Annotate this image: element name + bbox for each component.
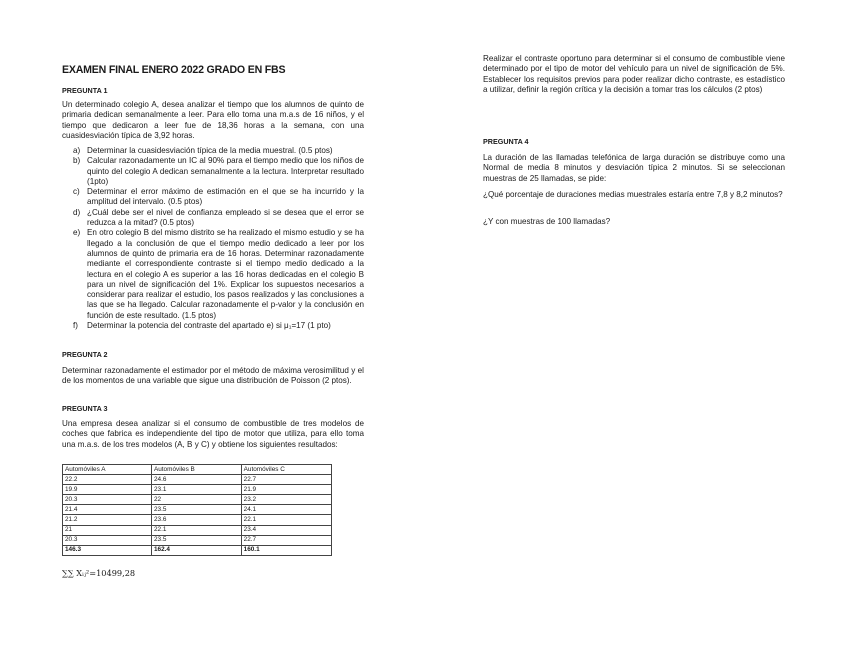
fuel-consumption-table — [62, 464, 332, 556]
table-row — [63, 505, 332, 515]
question-3-text: Una empresa desea analizar si el consumo de combustible de tres modelos de coches que fabrica es independiente del tipo de motor que utiliza, para ello toma una m.a.s. de los tres modelos (A, B y C) y obtiene los siguientes resultados: — [62, 419, 364, 449]
table-header-cell: Automóviles B — [151, 465, 241, 475]
table-cell: 160.1 — [241, 545, 331, 555]
table-header-cell: Automóviles C — [241, 465, 331, 475]
table-cell: 20.3 — [63, 535, 152, 545]
question-4-sub-b: ¿Y con muestras de 100 llamadas? — [483, 217, 611, 226]
table-cell: 19.9 — [63, 485, 152, 495]
table-cell: 23.1 — [151, 485, 241, 495]
table-row — [63, 485, 332, 495]
question-3-heading: PREGUNTA 3 — [62, 404, 108, 413]
table-cell: 21.2 — [63, 515, 152, 525]
sum-of-squares-formula: ∑∑ Xᵢⱼ²=10499,28 — [62, 568, 136, 578]
question-1-item-e: e) En otro colegio B del mismo distrito se ha realizado el mismo estudio y se ha llegado a la conclusión de que el tiempo medio dedicado a leer por los alumnos de quinto de primaria era de 16 horas. Determinar razonadamente mediante el correspondiente contraste si el tiempo medio dedicado a la lectura en el colegio A es superior a las 16 horas dedicadas en el colegio B para un nivel de significación del 1%. Explicar los supuestos necesarios a considerar para realizar el estudio, los pasos realizados y las conclusiones a las que se ha llegado. Calcular razonadamente el p-valor y la conclusión en función de este resultado. (1.5 ptos) — [73, 228, 364, 320]
table-cell: 22.7 — [241, 535, 331, 545]
question-1-items — [62, 146, 364, 331]
table-row — [63, 515, 332, 525]
question-1-intro: Un determinado colegio A, desea analizar el tiempo que los alumnos de quinto de primaria dedican semanalmente a leer. Para ello toma una m.a.s de 16 niños, y el tiempo que dedicaron a leer fue de 18,36 horas a la semana, con una cuasidesviación típica de 3,92 horas. — [62, 100, 364, 140]
table-cell: 23.4 — [241, 525, 331, 535]
question-1-item-c: c) Determinar el error máximo de estimación en el que se ha incurrido y la amplitud del intervalo. (0.5 ptos) — [73, 187, 364, 207]
table-cell: 22.1 — [151, 525, 241, 535]
table-row — [63, 525, 332, 535]
table-cell: 23.5 — [151, 505, 241, 515]
question-3-continuation: Realizar el contraste oportuno para determinar si el consumo de combustible viene determinado por el tipo de motor del vehículo para un nivel de significación de 5%. Establecer los requisitos previos para poder realizar dicho contraste, es estadístico a utilizar, definir la región crítica y la decisión a tomar tras los cálculos (2 ptos) — [483, 54, 785, 94]
question-4-heading: PREGUNTA 4 — [483, 137, 529, 146]
question-1-heading: PREGUNTA 1 — [62, 86, 108, 95]
table-cell: 24.1 — [241, 505, 331, 515]
table-row — [63, 495, 332, 505]
table-cell: 23.2 — [241, 495, 331, 505]
question-2-text: Determinar razonadamente el estimador por el método de máxima verosimilitud y el de los momentos de una variable que sigue una distribución de Poisson (2 ptos). — [62, 366, 364, 386]
table-header-row — [63, 465, 332, 475]
table-cell: 22.1 — [241, 515, 331, 525]
question-4-text: La duración de las llamadas telefónica de larga duración se distribuye como una Normal de media 8 minutos y desviación típica 2 minutos. Si se seleccionan muestras de 25 llamadas, se pide: — [483, 153, 785, 183]
table-cell: 24.6 — [151, 475, 241, 485]
table-cell: 23.5 — [151, 535, 241, 545]
table-cell: 21.9 — [241, 485, 331, 495]
question-1-item-d: d) ¿Cuál debe ser el nivel de confianza empleado si se desea que el error se reduzca a la mitad? (0.5 ptos) — [73, 207, 364, 228]
question-1-item-f: f) Determinar la potencia del contraste del apartado e) si μ₁=17 (1 pto) — [73, 321, 331, 331]
table-cell: 23.6 — [151, 515, 241, 525]
table-cell: 21 — [63, 525, 152, 535]
table-row — [63, 475, 332, 485]
table-cell: 22.2 — [63, 475, 152, 485]
table-totals-row — [63, 545, 332, 555]
table-row — [63, 535, 332, 545]
question-4-sub-a: ¿Qué porcentaje de duraciones medias muestrales estaría entre 7,8 y 8,2 minutos? — [483, 190, 783, 199]
question-2-heading: PREGUNTA 2 — [62, 350, 108, 359]
exam-title: EXAMEN FINAL ENERO 2022 GRADO EN FBS — [62, 64, 286, 76]
table-cell: 162.4 — [151, 545, 241, 555]
table-header-cell: Automóviles A — [63, 465, 152, 475]
table-cell: 22.7 — [241, 475, 331, 485]
table-cell: 22 — [151, 495, 241, 505]
question-1-item-a: a) Determinar la cuasidesviación típica de la media muestral. (0.5 ptos) — [73, 146, 333, 155]
question-1-item-b: b) Calcular razonadamente un IC al 90% para el tiempo medio que los niños de quinto del colegio A dedican semanalmente a la lectura. Interpretar resultado (1pto) — [73, 156, 364, 186]
table-cell: 146.3 — [63, 545, 152, 555]
table-cell: 20.3 — [63, 495, 152, 505]
table-cell: 21.4 — [63, 505, 152, 515]
